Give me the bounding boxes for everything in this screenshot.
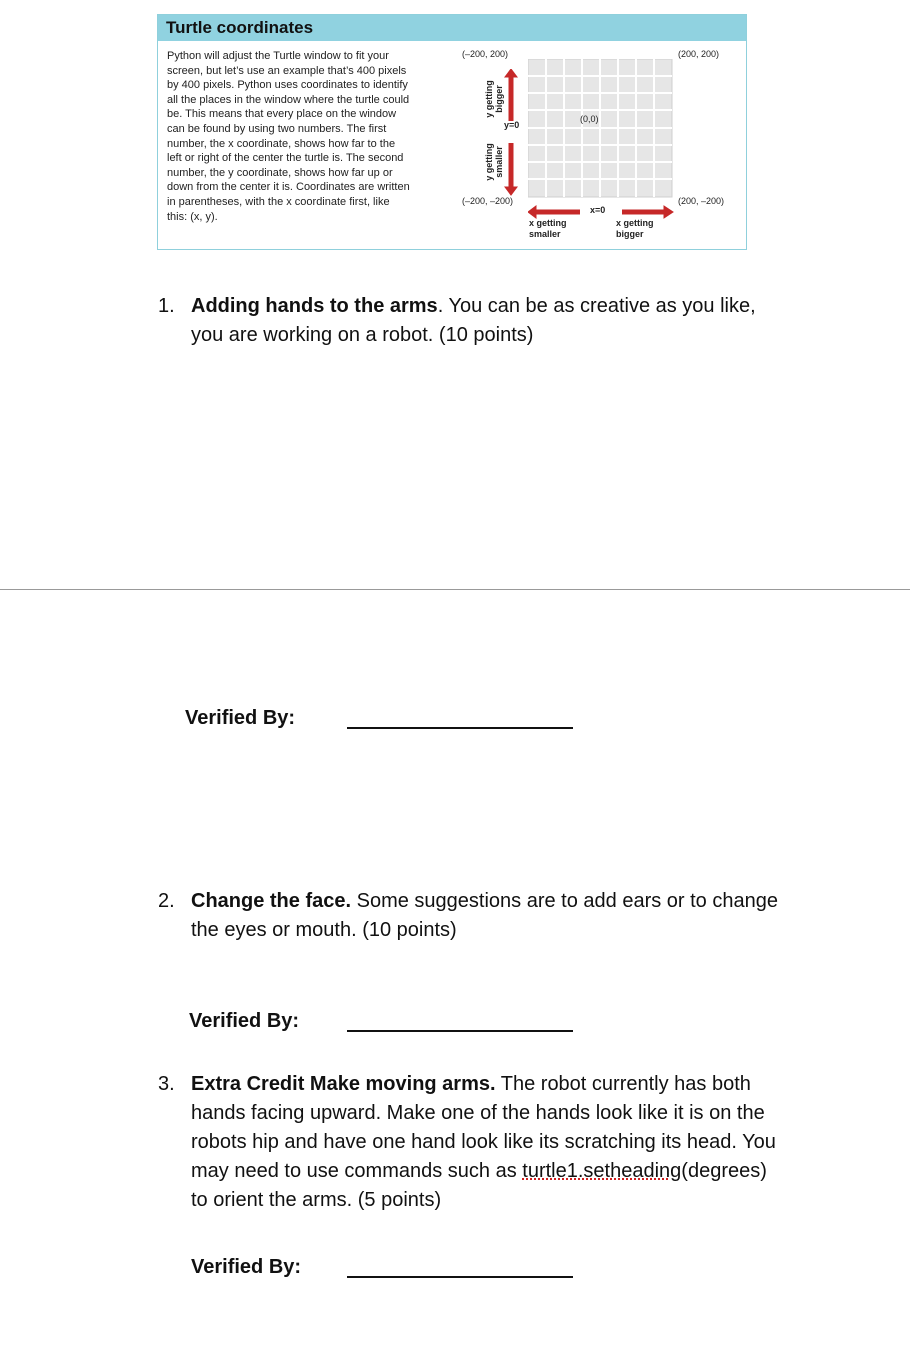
question-text-end: (degrees) to orient the arms. (5 points) bbox=[191, 1160, 767, 1211]
question-title: Change the face. bbox=[191, 890, 352, 912]
y-bigger-label: y getting bigger bbox=[484, 80, 504, 118]
question-text: The robot currently has both hands facing upward. Make one of the hands look like it is on the robots hip and have one hand look like its scratching its head. You may need to use commands such as bbox=[191, 1073, 776, 1182]
signature-line[interactable] bbox=[347, 1276, 573, 1278]
signature-line[interactable] bbox=[347, 1030, 573, 1032]
y-smaller-label: y getting smaller bbox=[484, 143, 504, 181]
question-number: 1. bbox=[158, 295, 175, 317]
center-coordinate: (0,0) bbox=[580, 114, 599, 124]
question-title: Extra Credit Make moving arms. bbox=[191, 1073, 496, 1095]
x-bigger-label: x getting bigger bbox=[616, 218, 654, 239]
top-right-coordinate: (200, 200) bbox=[678, 49, 720, 59]
bottom-right-coordinate: (200, –200) bbox=[678, 196, 725, 206]
question-text: Some suggestions are to add ears or to change the eyes or mouth. (10 points) bbox=[191, 890, 778, 941]
coordinate-grid bbox=[528, 59, 673, 199]
section-divider bbox=[0, 589, 910, 590]
verified-by-label: Verified By: bbox=[185, 707, 296, 729]
question-number: 3. bbox=[158, 1073, 175, 1095]
top-left-coordinate: (–200, 200) bbox=[462, 49, 509, 59]
verified-by-label: Verified By: bbox=[191, 1256, 302, 1278]
x-smaller-label: x getting smaller bbox=[529, 218, 567, 239]
signature-line[interactable] bbox=[347, 727, 573, 729]
panel-title: Turtle coordinates bbox=[158, 15, 746, 41]
question-title: Adding hands to the arms bbox=[191, 295, 438, 317]
question-text: . You can be as creative as you like, you are working on a robot. (10 points) bbox=[191, 295, 756, 346]
verified-by-label: Verified By: bbox=[189, 1010, 300, 1032]
turtle-coordinates-panel bbox=[157, 14, 747, 250]
question-number: 2. bbox=[158, 890, 175, 912]
x-zero-label: x=0 bbox=[590, 205, 606, 215]
code-snippet: turtle1.setheading bbox=[522, 1160, 682, 1182]
y-zero-label: y=0 bbox=[504, 120, 520, 130]
bottom-left-coordinate: (–200, –200) bbox=[462, 196, 514, 206]
panel-description: Python will adjust the Turtle window to fit your screen, but let’s use an example that’s 400 pixels by 400 pixels. Python uses coordinates to identify all the places in the window where the turtle could be. This means that every place on the window can be found by using two numbers. The first number, the x coordinate, shows how far to the left or right of the center the turtle is. The second number, the y coordinate, shows how far up or down from the center it is. Coordinates are written in parentheses, with the x coordinate first, like this: (x, y). bbox=[167, 50, 410, 223]
y-axis-arrows bbox=[504, 69, 518, 209]
